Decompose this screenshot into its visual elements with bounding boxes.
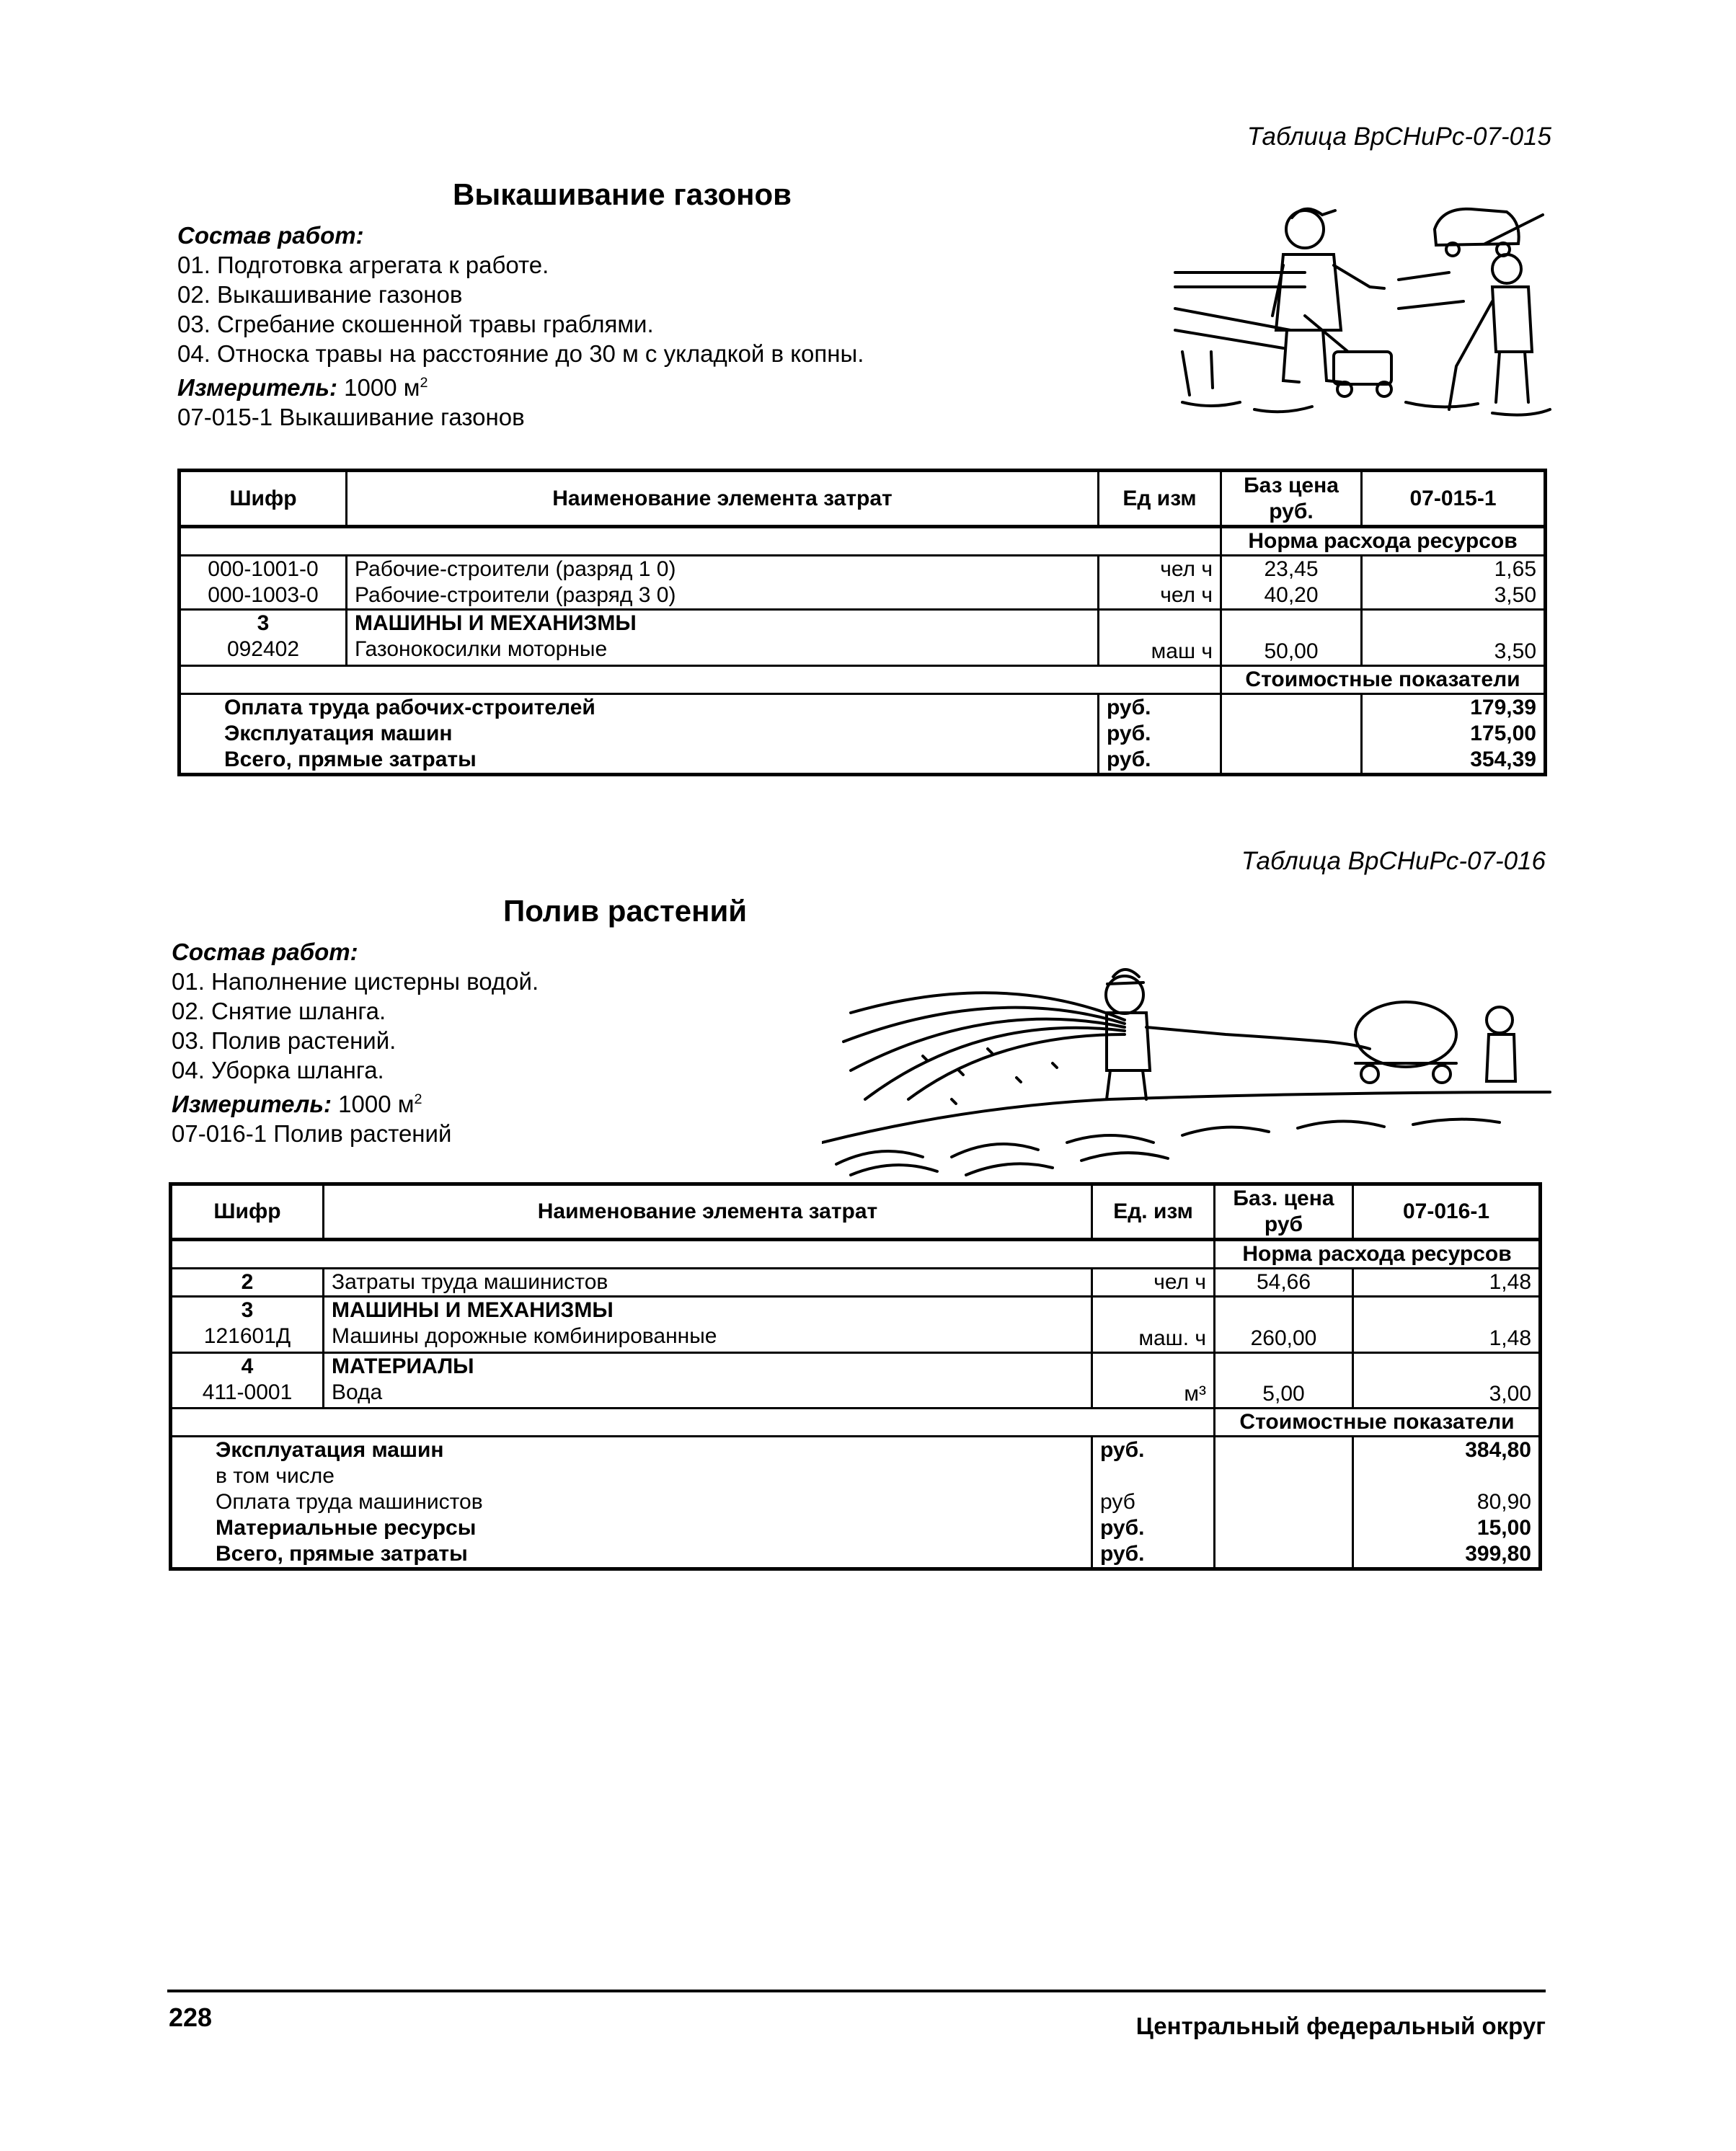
cell-name: МАШИНЫ И МЕХАНИЗМЫ xyxy=(347,610,1099,637)
header-code: Шифр xyxy=(171,1184,324,1240)
code-line: 07-015-1 Выкашивание газонов xyxy=(177,404,525,430)
cell-code: 411-0001 xyxy=(171,1380,324,1409)
cell-price: 23,45 xyxy=(1221,556,1362,583)
table-row xyxy=(180,637,1546,665)
summary-value: 399,80 xyxy=(1353,1541,1541,1569)
summary-unit: руб xyxy=(1092,1489,1215,1515)
cost-section-row xyxy=(180,665,1546,693)
table-header xyxy=(180,471,1546,527)
code-line: 07-016-1 Полив растений xyxy=(172,1120,452,1147)
summary-value: 179,39 xyxy=(1362,693,1546,721)
summary-row xyxy=(171,1489,1541,1515)
table-row xyxy=(171,1352,1541,1380)
measure-line xyxy=(172,1085,539,1119)
summary-unit: руб. xyxy=(1099,747,1221,775)
summary-unit: руб. xyxy=(1092,1437,1215,1464)
cell-value: 1,48 xyxy=(1353,1269,1541,1297)
summary-row xyxy=(171,1515,1541,1541)
table-caption-1: Таблица ВрСНиРс-07-015 xyxy=(1246,123,1551,151)
summary-row xyxy=(180,721,1546,747)
section-title-2: Полив растений xyxy=(503,894,748,928)
summary-unit: руб. xyxy=(1099,721,1221,747)
table-row xyxy=(180,610,1546,637)
cell-price xyxy=(1215,1352,1353,1380)
footer-region: Центральный федеральный округ xyxy=(1135,2013,1546,2039)
cell-unit: м³ xyxy=(1092,1380,1215,1409)
cell-price xyxy=(1221,610,1362,637)
cell-name: МАШИНЫ И МЕХАНИЗМЫ xyxy=(324,1297,1092,1324)
cell-unit: маш. ч xyxy=(1092,1323,1215,1352)
norm-section-row xyxy=(171,1240,1541,1269)
summary-value xyxy=(1353,1463,1541,1489)
header-code: Шифр xyxy=(180,471,347,527)
measure-value: 1000 м xyxy=(338,1091,415,1117)
summary-empty xyxy=(1215,1515,1353,1541)
measure-label: Измеритель: xyxy=(172,1091,332,1117)
cell-value: 1,48 xyxy=(1353,1323,1541,1352)
cell-code: 000-1001-0 xyxy=(180,556,347,583)
table-row xyxy=(171,1269,1541,1297)
summary-row xyxy=(171,1437,1541,1464)
work-header: Состав работ: xyxy=(177,222,364,249)
cell-code: 000-1003-0 xyxy=(180,582,347,610)
summary-value: 175,00 xyxy=(1362,721,1546,747)
cost-section-label: Стоимостные показатели xyxy=(1221,665,1546,693)
measure-value: 1000 м xyxy=(344,374,420,401)
measure-sup: 2 xyxy=(420,375,428,391)
cell-code: 3 xyxy=(180,610,347,637)
work-list-2 xyxy=(172,937,539,1148)
table-row xyxy=(171,1297,1541,1324)
work-header: Состав работ: xyxy=(172,939,358,965)
cell-name: Вода xyxy=(324,1380,1092,1409)
cell-price: 260,00 xyxy=(1215,1323,1353,1352)
summary-label: Оплата труда рабочих-строителей xyxy=(180,693,1099,721)
summary-value: 15,00 xyxy=(1353,1515,1541,1541)
cell-price xyxy=(1215,1297,1353,1324)
header-price: Баз. цена руб xyxy=(1215,1184,1353,1240)
cell-unit xyxy=(1099,610,1221,637)
summary-empty xyxy=(1215,1437,1353,1464)
measure-label: Измеритель: xyxy=(177,374,337,401)
summary-empty xyxy=(1221,693,1362,721)
cell-price: 54,66 xyxy=(1215,1269,1353,1297)
cell-unit: чел ч xyxy=(1099,556,1221,583)
table-row xyxy=(180,556,1546,583)
summary-row xyxy=(171,1463,1541,1489)
cell-price: 40,20 xyxy=(1221,582,1362,610)
summary-label: Эксплуатация машин xyxy=(180,721,1099,747)
summary-empty xyxy=(1215,1489,1353,1515)
cell-value: 3,50 xyxy=(1362,582,1546,610)
page-number: 228 xyxy=(169,2003,213,2032)
cell-value: 1,65 xyxy=(1362,556,1546,583)
table-header xyxy=(171,1184,1541,1240)
work-item: 03. Сгребание скошенной травы граблями. xyxy=(177,311,654,337)
cell-name: Рабочие-строители (разряд 1 0) xyxy=(347,556,1099,583)
cell-code: 2 xyxy=(171,1269,324,1297)
cell-unit xyxy=(1092,1297,1215,1324)
work-item: 01. Наполнение цистерны водой. xyxy=(172,968,539,995)
header-name: Наименование элемента затрат xyxy=(347,471,1099,527)
table-row xyxy=(171,1380,1541,1409)
cell-name: Газонокосилки моторные xyxy=(347,637,1099,665)
cell-value: 3,50 xyxy=(1362,637,1546,665)
summary-empty xyxy=(1221,721,1362,747)
summary-value: 354,39 xyxy=(1362,747,1546,775)
watering-illustration xyxy=(822,926,1557,1186)
lawn-mowing-illustration xyxy=(1168,186,1557,424)
estimate-table-1 xyxy=(177,469,1547,776)
header-price: Баз цена руб. xyxy=(1221,471,1362,527)
cost-section-row xyxy=(171,1409,1541,1437)
cell-code: 3 xyxy=(171,1297,324,1324)
cell-code: 4 xyxy=(171,1352,324,1380)
cell-unit xyxy=(1092,1352,1215,1380)
cell-name: Рабочие-строители (разряд 3 0) xyxy=(347,582,1099,610)
estimate-table-2 xyxy=(169,1182,1542,1571)
measure-line xyxy=(177,368,864,402)
summary-label: Всего, прямые затраты xyxy=(171,1541,1092,1569)
work-item: 03. Полив растений. xyxy=(172,1027,397,1054)
cell-price: 5,00 xyxy=(1215,1380,1353,1409)
summary-empty xyxy=(1221,747,1362,775)
work-list-1 xyxy=(177,221,864,432)
summary-value: 80,90 xyxy=(1353,1489,1541,1515)
header-id: 07-015-1 xyxy=(1362,471,1546,527)
summary-unit: руб. xyxy=(1099,693,1221,721)
header-unit: Ед изм xyxy=(1099,471,1221,527)
summary-empty xyxy=(1215,1463,1353,1489)
cell-value: 3,00 xyxy=(1353,1380,1541,1409)
section-title-1: Выкашивание газонов xyxy=(453,177,792,211)
cell-unit: чел ч xyxy=(1092,1269,1215,1297)
summary-row xyxy=(180,693,1546,721)
cell-value xyxy=(1353,1352,1541,1380)
cell-name: Затраты труда машинистов xyxy=(324,1269,1092,1297)
header-name: Наименование элемента затрат xyxy=(324,1184,1092,1240)
summary-empty xyxy=(1215,1541,1353,1569)
table-row xyxy=(171,1323,1541,1352)
norm-section-row xyxy=(180,527,1546,556)
summary-label: Материальные ресурсы xyxy=(171,1515,1092,1541)
cell-unit: маш ч xyxy=(1099,637,1221,665)
cell-code: 092402 xyxy=(180,637,347,665)
measure-sup: 2 xyxy=(414,1091,422,1107)
summary-unit: руб. xyxy=(1092,1515,1215,1541)
header-id: 07-016-1 xyxy=(1353,1184,1541,1240)
summary-value: 384,80 xyxy=(1353,1437,1541,1464)
cell-code: 121601Д xyxy=(171,1323,324,1352)
cell-name: Машины дорожные комбинированные xyxy=(324,1323,1092,1352)
summary-unit xyxy=(1092,1463,1215,1489)
summary-label: Эксплуатация машин xyxy=(171,1437,1092,1464)
work-item: 02. Выкашивание газонов xyxy=(177,281,463,308)
work-item: 04. Относка травы на расстояние до 30 м с укладкой в копны. xyxy=(177,340,864,367)
footer-rule xyxy=(167,1990,1546,1992)
cell-value xyxy=(1362,610,1546,637)
summary-row xyxy=(180,747,1546,775)
cell-unit: чел ч xyxy=(1099,582,1221,610)
summary-label: в том числе xyxy=(171,1463,1092,1489)
cell-name: МАТЕРИАЛЫ xyxy=(324,1352,1092,1380)
summary-label: Оплата труда машинистов xyxy=(171,1489,1092,1515)
cost-section-label: Стоимостные показатели xyxy=(1215,1409,1541,1437)
cell-value xyxy=(1353,1297,1541,1324)
norm-section-label: Норма расхода ресурсов xyxy=(1215,1240,1541,1269)
work-item: 04. Уборка шланга. xyxy=(172,1057,384,1083)
summary-unit: руб. xyxy=(1092,1541,1215,1569)
work-item: 02. Снятие шланга. xyxy=(172,998,386,1024)
table-caption-2: Таблица ВрСНиРс-07-016 xyxy=(1241,847,1546,875)
table-row xyxy=(180,582,1546,610)
summary-row xyxy=(171,1541,1541,1569)
header-unit: Ед. изм xyxy=(1092,1184,1215,1240)
cell-price: 50,00 xyxy=(1221,637,1362,665)
norm-section-label: Норма расхода ресурсов xyxy=(1221,527,1546,556)
summary-label: Всего, прямые затраты xyxy=(180,747,1099,775)
work-item: 01. Подготовка агрегата к работе. xyxy=(177,252,549,278)
